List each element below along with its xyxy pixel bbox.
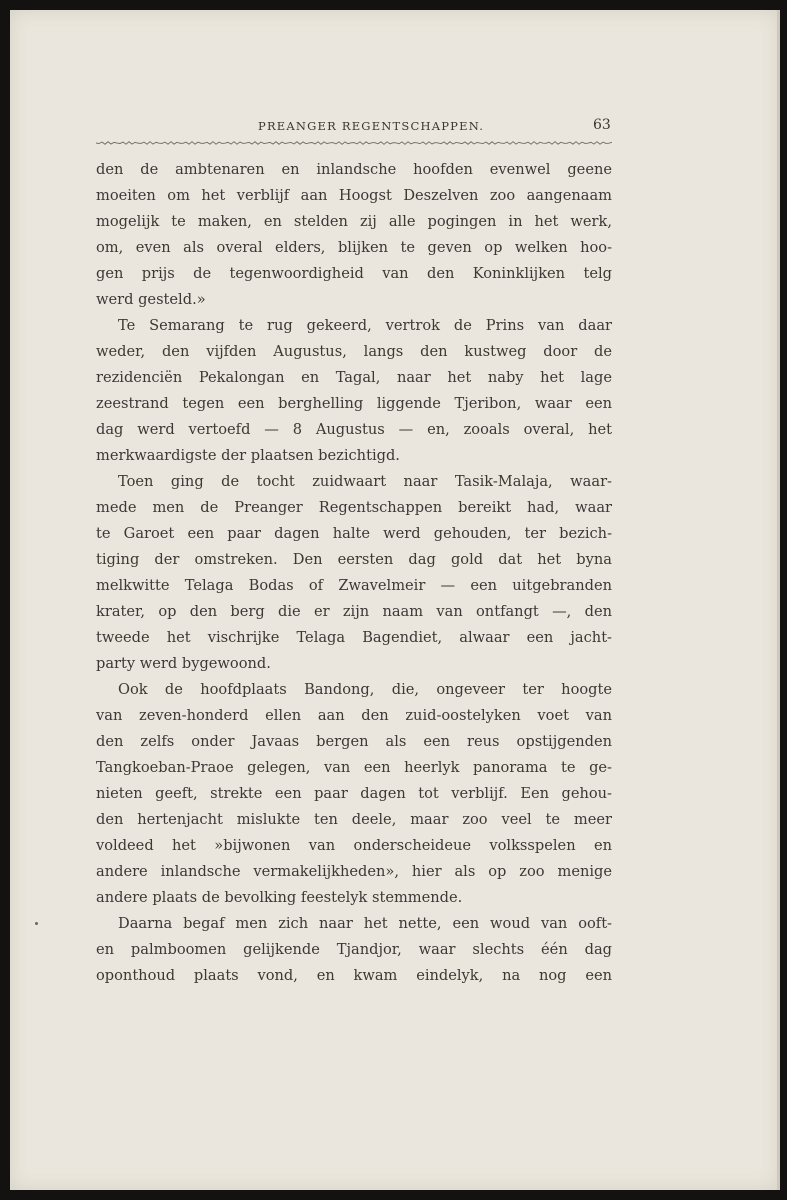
body-text [96,157,612,989]
paragraph [96,313,612,469]
page-number: 63 [593,117,611,133]
text-line: Tangkoeban-Praoe gelegen, van een heerlyk panorama te ge- [96,759,612,776]
text-line: andere inlandsche vermakelijkheden», hier als op zoo menige [96,863,612,880]
paragraph [96,677,612,911]
text-line: moeiten om het verblijf aan Hoogst Deszelven zoo aangenaam [96,187,612,204]
paragraph [96,911,612,989]
text-line: zeestrand tegen een berghelling liggende Tjeribon, waar een [96,395,612,412]
text-line: gen prijs de tegenwoordigheid van den Koninklijken telg [96,265,612,282]
text-line: merkwaardigste der plaatsen bezichtigd. [96,447,400,464]
text-line: den de ambtenaren en inlandsche hoofden evenwel geene [96,161,612,178]
text-line: andere plaats de bevolking feestelyk stemmende. [96,889,463,906]
paragraph [96,157,612,313]
text-line: dag werd vertoefd — 8 Augustus — en, zooals overal, het [96,421,612,438]
text-line: voldeed het »bijwonen van onderscheideue volksspelen en [96,837,612,854]
text-line: te Garoet een paar dagen halte werd gehouden, ter bezich- [96,525,612,542]
paragraph [96,469,612,677]
text-line: tweede het vischrijke Telaga Bagendiet, alwaar een jacht- [96,629,612,646]
text-line: den hertenjacht mislukte ten deele, maar zoo veel te meer [96,811,612,828]
text-line: van zeven-honderd ellen aan den zuid-oostelyken voet van [96,707,612,724]
text-line: rezidenciën Pekalongan en Tagal, naar het naby het lage [96,369,612,386]
text-line: party werd bygewoond. [96,655,271,672]
text-line: Ook de hoofdplaats Bandong, die, ongeveer ter hoogte [118,681,612,698]
text-line: om, even als overal elders, blijken te geven op welken hoo- [96,239,612,256]
text-line: tiging der omstreken. Den eersten dag gold dat het byna [96,551,612,568]
text-line: den zelfs onder Javaas bergen als een reus opstijgenden [96,733,612,750]
text-line: oponthoud plaats vond, en kwam eindelyk, na nog een [96,967,612,984]
margin-mark [35,922,38,925]
header-rule [96,140,612,146]
running-title: PREANGER REGENTSCHAPPEN. [258,119,485,133]
text-line: en palmboomen gelijkende Tjandjor, waar slechts één dag [96,941,612,958]
text-line: weder, den vijfden Augustus, langs den kustweg door de [96,343,612,360]
text-line: Te Semarang te rug gekeerd, vertrok de Prins van daar [118,317,612,334]
text-line: Toen ging de tocht zuidwaart naar Tasik-Malaja, waar- [118,473,612,490]
text-line: Daarna begaf men zich naar het nette, een woud van ooft- [118,915,612,932]
text-line: mogelijk te maken, en stelden zij alle pogingen in het werk, [96,213,612,230]
text-line: mede men de Preanger Regentschappen bereikt had, waar [96,499,612,516]
text-line: krater, op den berg die er zijn naam van ontfangt —, den [96,603,612,620]
page-edge [777,10,780,1190]
text-line: melkwitte Telaga Bodas of Zwavelmeir — een uitgebranden [96,577,612,594]
page-header [0,117,787,137]
text-line: werd gesteld.» [96,291,206,308]
text-line: nieten geeft, strekte een paar dagen tot verblijf. Een gehou- [96,785,612,802]
